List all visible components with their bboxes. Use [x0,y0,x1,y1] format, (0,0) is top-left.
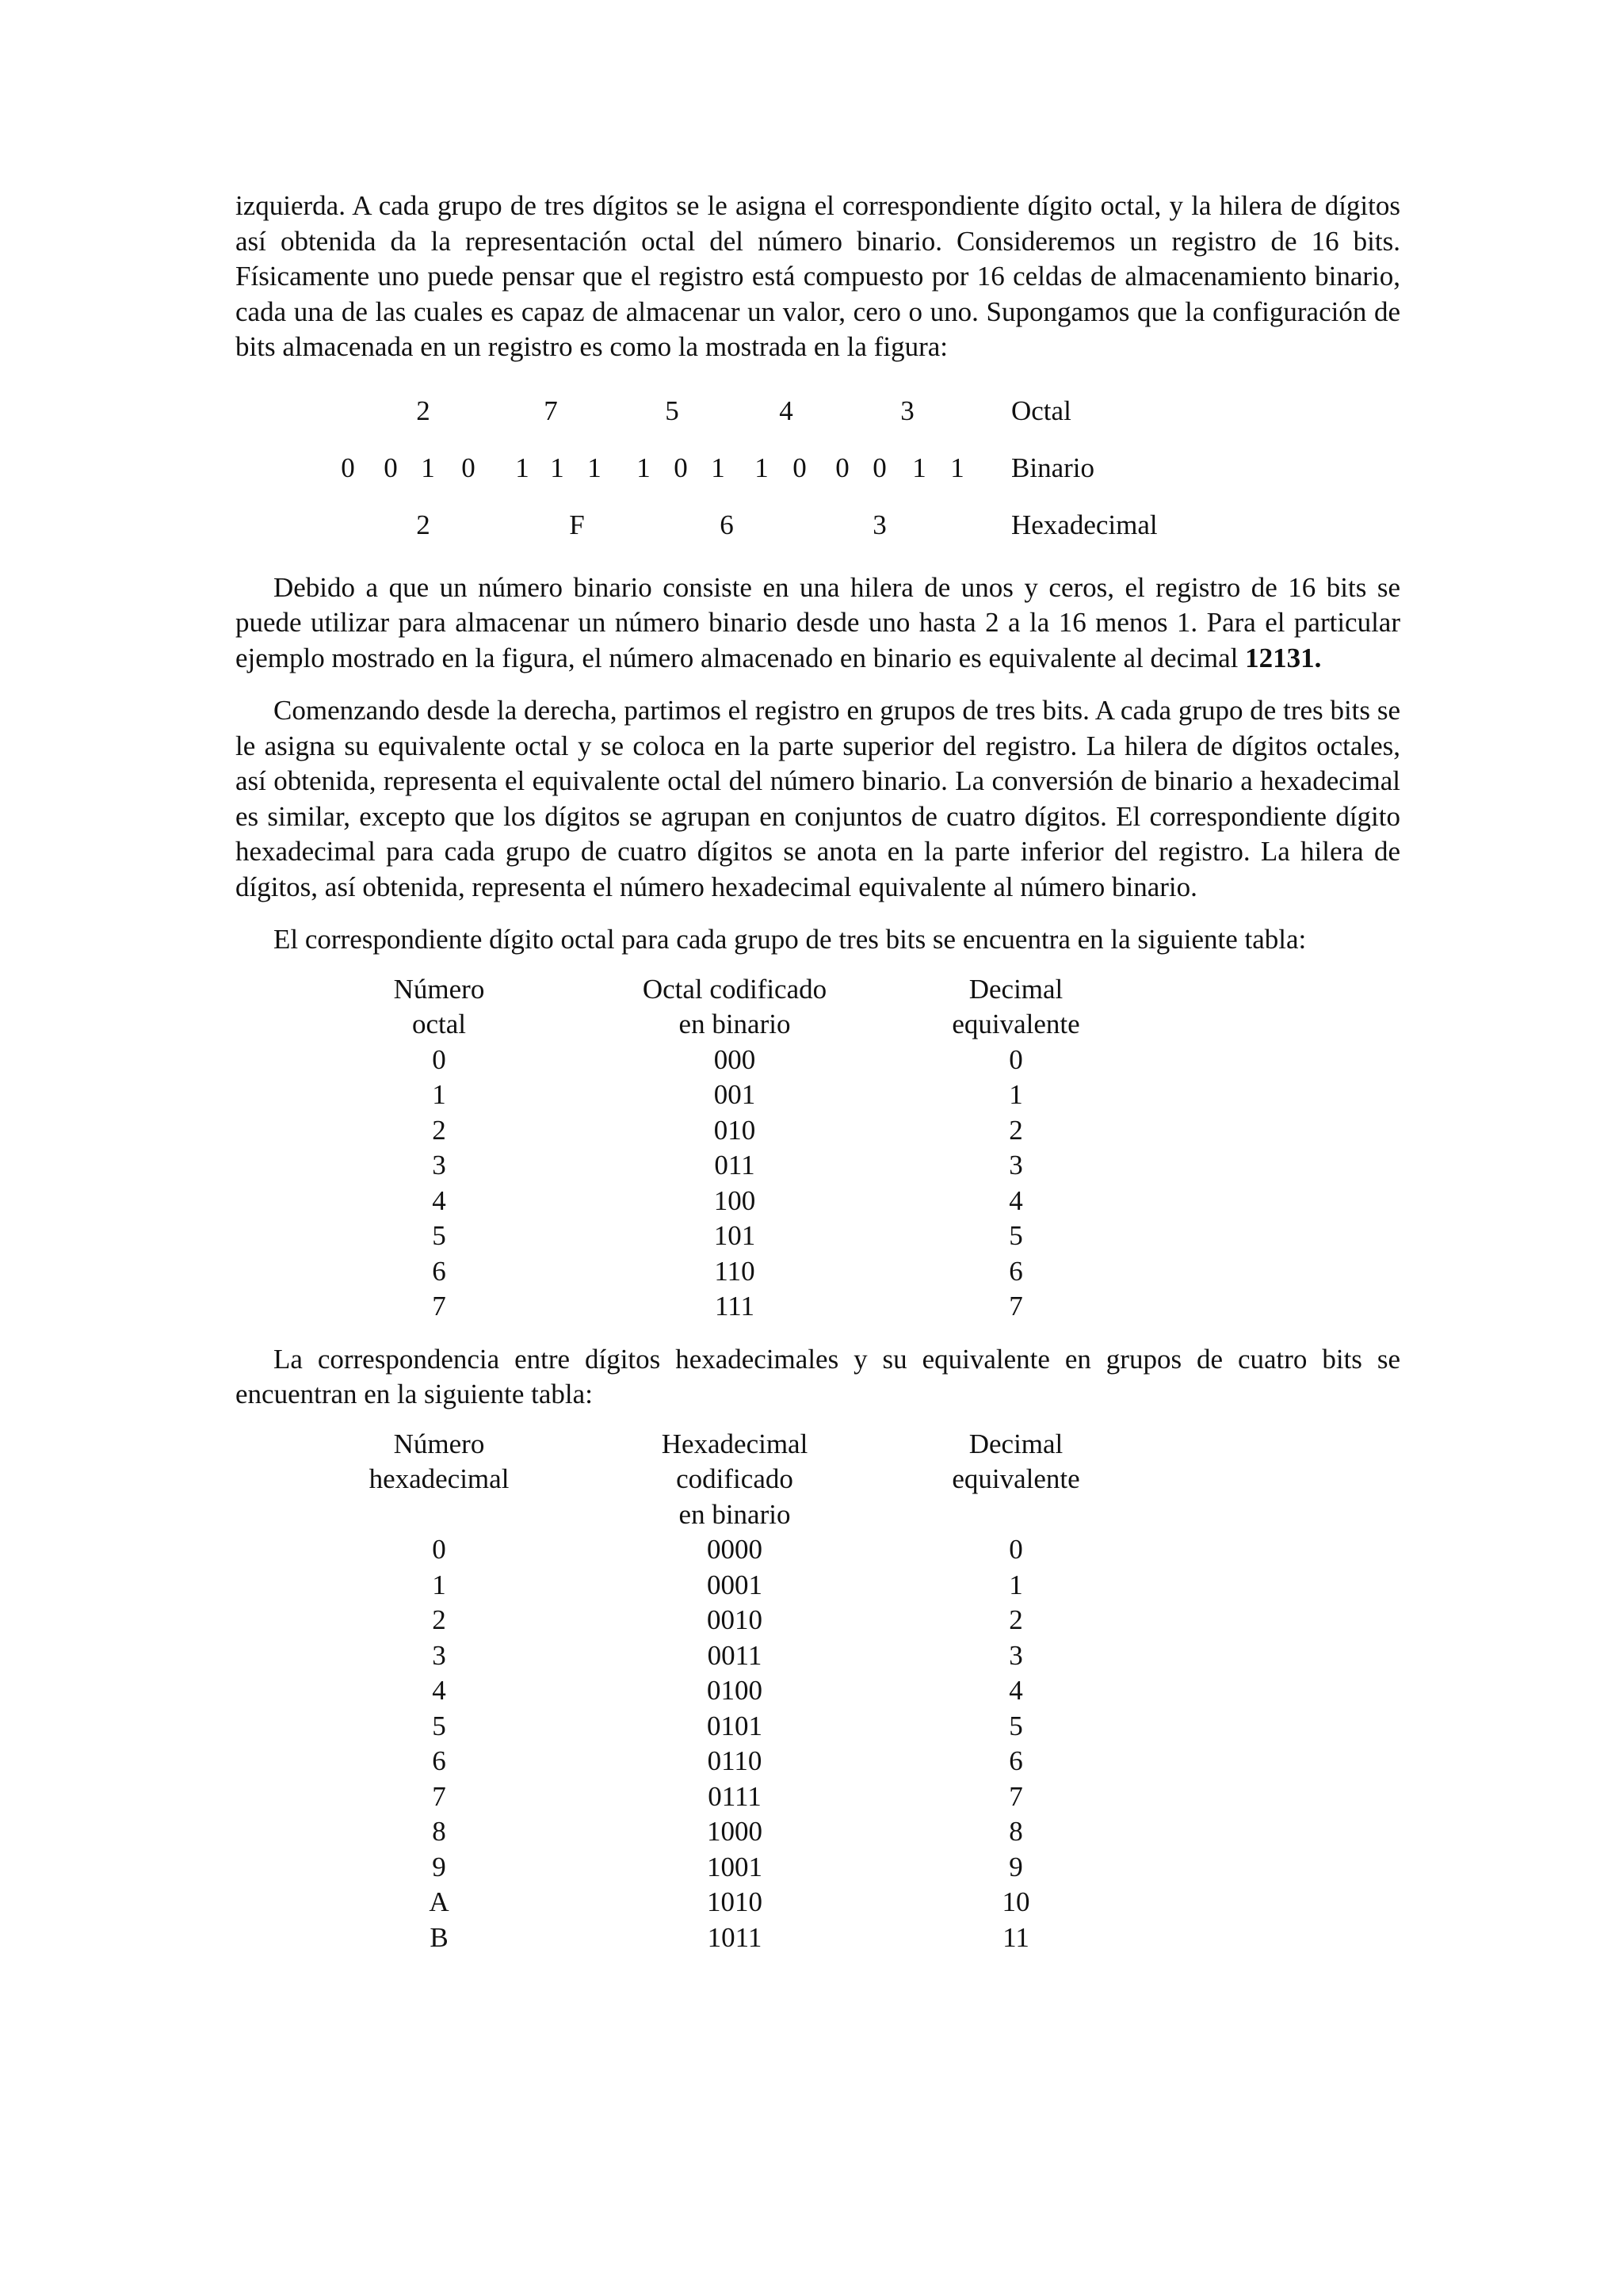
table-cell: 2 [432,1114,446,1146]
table-cell: 1 [1009,1569,1023,1600]
table-cell: 0 [1009,1534,1023,1565]
table-cell: 0100 [707,1675,762,1706]
table-cell: 6 [432,1745,446,1776]
table-cell: 4 [432,1184,446,1216]
table-cell: 1010 [707,1886,762,1917]
table-cell: 0101 [707,1710,762,1741]
table-cell: 3 [432,1639,446,1671]
table-cell: 3 [1009,1639,1023,1671]
table-cell: 4 [1009,1675,1023,1706]
table-cell: 0110 [707,1745,762,1776]
table-cell: 6 [432,1255,446,1287]
table-header: Octal codificado [642,973,827,1005]
paragraph-register-text: Debido a que un número binario consiste en una hilera de unos y ceros, el registro de 16 bits se puede utilizar para almacenar un número binario desde uno hasta 2 a la 16 menos 1. Para el particular ejemplo mostrado en la figura, el número almacenado en binario es equivalente al decimal [235,571,1400,673]
paragraph-octal-table-intro: El correspondiente dígito octal para cada grupo de tres bits se encuentra en la siguiente tabla: [273,924,1307,955]
table-header: en binario [678,1498,791,1530]
table-header: Decimal [968,1428,1064,1459]
table-cell: 0 [1009,1043,1023,1075]
hex-digit: 2 [416,509,430,540]
table-header: equivalente [952,1463,1080,1494]
binary-bit: 0 [341,452,355,483]
octal-row [235,394,1400,429]
octal-row-label: Octal [1011,395,1071,426]
table-cell: 001 [713,1079,756,1110]
binary-bit: 1 [421,452,435,483]
binary-bit: 1 [587,452,601,483]
table-cell: 4 [1009,1184,1023,1216]
table-cell: 0111 [708,1780,762,1812]
binary-bit: 1 [636,452,651,483]
binary-bit: 1 [912,452,926,483]
hex-digit: F [569,509,585,540]
table-cell: 1 [1009,1079,1023,1110]
binary-bit: 1 [711,452,725,483]
table-cell: 0 [432,1534,446,1565]
octal-digit: 5 [665,395,679,426]
binary-row [235,451,1400,486]
table-cell: 5 [1009,1220,1023,1251]
table-header: equivalente [952,1009,1080,1039]
table-cell: 1000 [707,1816,762,1847]
table-cell: 101 [713,1220,756,1251]
table-cell: 8 [1009,1816,1023,1847]
table-cell: 9 [432,1851,446,1882]
binary-bit: 0 [674,452,688,483]
table-cell: A [429,1886,449,1917]
octal-digit: 7 [544,395,558,426]
paragraph-intro: izquierda. A cada grupo de tres dígitos se le asigna el correspondiente dígito octal, y la hilera de dígitos así obtenida da la representación octal del número binario. Consideremos un registro de 16 bits. Físicamente uno puede pensar que el registro está compuesto por 16 celdas de almacenamiento binario, cada una de las cuales es capaz de almacenar un valor, cero o uno. Supongamos que la configuración de bits almacenada en un registro es como la mostrada en la figura: [235,190,1400,362]
octal-table [235,972,1400,1325]
table-cell: 5 [432,1710,446,1741]
table-cell: 3 [432,1150,446,1180]
binary-bit: 0 [873,452,887,483]
hex-row [235,508,1400,543]
table-header: Número [393,973,485,1005]
decimal-value: 12131. [1245,642,1322,673]
table-cell: 1 [432,1079,446,1110]
table-cell: 110 [714,1255,755,1287]
document-page [235,189,1400,1955]
table-cell: 3 [1009,1150,1023,1180]
table-cell: 10 [1002,1886,1030,1917]
table-header: hexadecimal [369,1463,510,1494]
table-cell: B [430,1921,449,1953]
table-cell: 9 [1009,1851,1023,1882]
table-cell: 111 [715,1291,754,1322]
hex-digit: 6 [720,509,734,540]
table-cell: 000 [713,1043,756,1075]
table-cell: 0 [432,1043,446,1075]
table-header: en binario [678,1009,791,1039]
table-cell: 1011 [707,1921,762,1953]
table-cell: 7 [1009,1291,1023,1322]
binary-bit: 1 [550,452,564,483]
paragraph-hex-table-intro: La correspondencia entre dígitos hexadecimales y su equivalente en grupos de cuatro bits se encuentran en la siguiente tabla: [235,1343,1400,1409]
binary-bit: 0 [461,452,475,483]
octal-digit: 3 [900,395,915,426]
table-cell: 0000 [707,1534,762,1565]
binary-row-label: Binario [1011,452,1094,483]
binary-bit: 1 [950,452,964,483]
table-cell: 2 [432,1604,446,1635]
paragraph-conversion: Comenzando desde la derecha, partimos el registro en grupos de tres bits. A cada grupo de tres bits se le asigna su equivalente octal y se coloca en la parte superior del registro. La hilera de dígitos octales, así obtenida, representa el equivalente octal del número binario. La conversión de binario a hexadecimal es similar, excepto que los dígitos se agrupan en conjuntos de cuatro dígitos. El correspondiente dígito hexadecimal para cada grupo de cuatro dígitos se anota en la parte inferior del registro. La hilera de dígitos, así obtenida, representa el número hexadecimal equivalente al número binario. [235,695,1400,902]
table-cell: 11 [1002,1921,1029,1953]
table-cell: 1001 [707,1851,762,1882]
hex-digit: 3 [873,509,887,540]
table-cell: 8 [432,1816,446,1847]
table-header: octal [411,1009,467,1039]
table-cell: 2 [1009,1604,1023,1635]
table-header: codificado [676,1463,793,1494]
table-cell: 0011 [707,1639,762,1671]
table-cell: 7 [432,1780,446,1812]
table-cell: 7 [432,1291,446,1322]
table-cell: 7 [1009,1780,1023,1812]
octal-digit: 2 [416,395,430,426]
register-figure [235,383,1400,553]
paragraph-register [235,570,1400,677]
table-cell: 6 [1009,1745,1023,1776]
binary-bit: 0 [835,452,850,483]
table-cell: 6 [1009,1255,1023,1287]
hex-row-label: Hexadecimal [1011,509,1158,540]
binary-bit: 0 [384,452,398,483]
table-cell: 4 [432,1675,446,1706]
table-cell: 011 [714,1150,755,1180]
table-cell: 5 [1009,1710,1023,1741]
binary-bit: 0 [792,452,807,483]
table-cell: 0001 [707,1569,762,1600]
table-cell: 0010 [707,1604,762,1635]
table-cell: 5 [432,1220,446,1251]
binary-bit: 1 [515,452,529,483]
table-cell: 100 [713,1184,756,1216]
table-cell: 2 [1009,1114,1023,1146]
table-cell: 1 [432,1569,446,1600]
table-header: Hexadecimal [661,1428,808,1459]
hex-table [235,1427,1400,1956]
octal-digit: 4 [779,395,793,426]
table-header: Decimal [968,973,1064,1005]
table-cell: 010 [713,1114,756,1146]
binary-bit: 1 [754,452,769,483]
table-header: Número [393,1428,485,1459]
